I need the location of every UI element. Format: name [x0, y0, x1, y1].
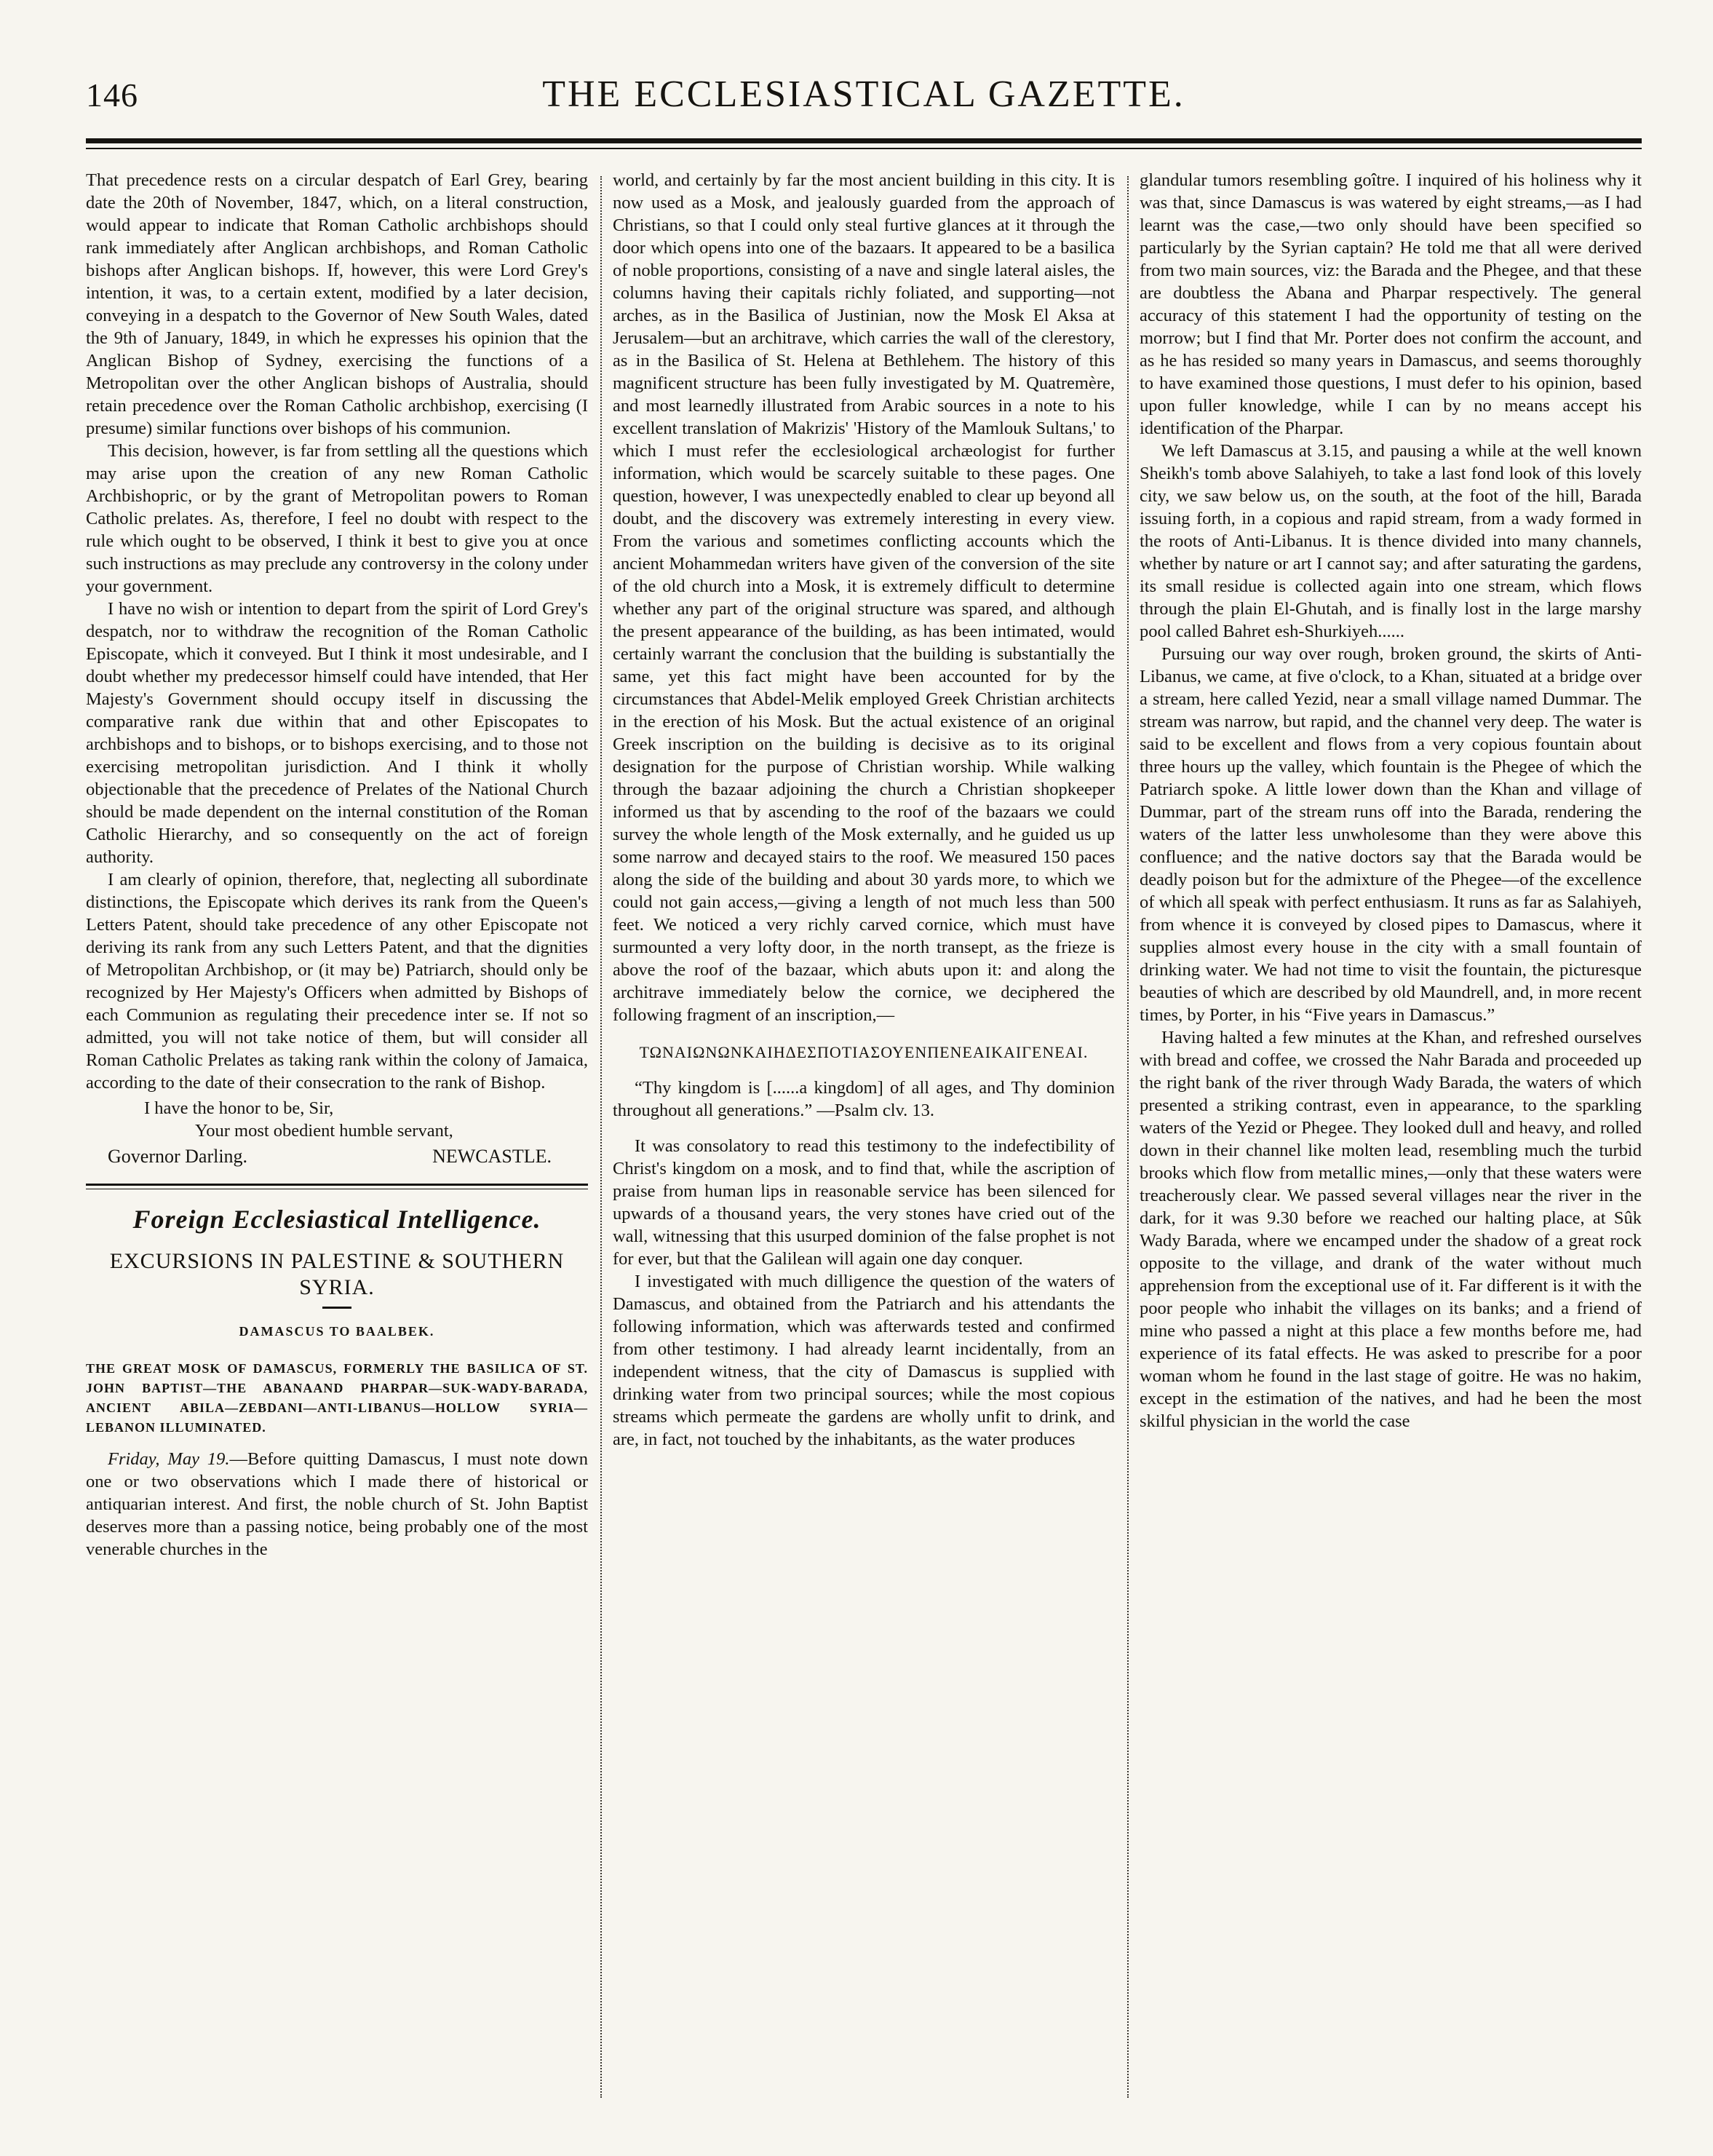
- column-1: [86, 169, 588, 2112]
- column-2: [613, 169, 1115, 2112]
- closing-line: Your most obedient humble servant,: [195, 1121, 453, 1141]
- signature-row: [86, 1142, 588, 1168]
- body-paragraph: This decision, however, is far from settling all the questions which may arise upon the creation of any new Roman Catholic Archbishopric, or by the grant of Metropolitan powers to Roman Catholic prelates. As, therefore, I feel no doubt with respect to the rule which ought to be observed, I think it best to give you at once such instructions as may preclude any controversy in the colony under your government.: [86, 441, 588, 596]
- column-divider: [1127, 176, 1129, 2098]
- section-rule: [86, 1184, 588, 1186]
- body-paragraph: world, and certainly by far the most ancient building in this city. It is now used as a Mosk, and jealously guarded from the approach of Christians, so that I could only steal furtive glances at it through the door which opens into one of the bazaars. It appeared to be a basilica of noble proportions, consisting of a nave and single lateral aisles, the columns having their capitals richly foliated, and supporting—not arches, as in the Basilica of Justinian, now the Mosk El Aksa at Jerusalem—but an architrave, which carries the wall of the clerestory, as in the Basilica of St. Helena at Bethlehem. The history of this magnificent structure has been fully investigated by M. Quatremère, and most learnedly illustrated from Arabic sources in a note to his excellent translation of Makrizis' 'History of the Mamlouk Sultans,' to which I must refer the ecclesiological archæologist for further information, which would be scarcely suitable to these pages. One question, however, I was unexpectedly enabled to clear up beyond all doubt, and the discovery was extremely interesting in every view. From the various and sometimes conflicting accounts which the ancient Mohammedan writers have given of the conversion of the site of the old church into a Mosk, it is extremely difficult to determine whether any part of the original structure was spared, and although the present appearance of the building, as has been intimated, would certainly warrant the conclusion that the building is substantially the same, yet this fact might have been accounted for by the circumstances that Abdel-Melik employed Greek Christian architects in the erection of his Mosk. But the actual existence of an original Greek inscription on the building is decisive as to its original designation for the purpose of Christian worship. While walking through the bazaar adjoining the church a Christian shopkeeper informed us that by ascending to the roof of the bazaars we could survey the whole length of the Mosk externally, and he guided us up some narrow and decayed stairs to the roof. We measured 150 paces along the side of the building and about 30 yards more, to which we could not gain access,—giving a length of not much less than 500 feet. We noticed a very richly carved cornice, which must have surmounted a very lofty door, in the north transept, as the frieze is above the roof of the bazaar, which abuts upon it: and along the architrave immediately below the cornice, we deciphered the following fragment of an inscription,—: [613, 170, 1115, 1025]
- letter-closing: [86, 1097, 588, 1168]
- body-paragraph: It was consolatory to read this testimony to the indefectibility of Christ's kingdom on a mosk, and to find that, while the ascription of praise from human lips in reasonable service has been silenced for upwards of a thousand years, the very stones have cried out of the wall, witnessing that this usurped dominion of the false prophet is not for ever, but that the Galilean will again one day conquer.: [613, 1136, 1115, 1269]
- body-paragraph: We left Damascus at 3.15, and pausing a while at the well known Sheikh's tomb above Salahiyeh, to take a last fond look of this lovely city, we saw below us, on the south, at the foot of the hill, Barada issuing forth, in a copious and rapid stream, from a wady formed in the roots of Anti-Libanus. It is thence divided into many channels, whether by nature or art I cannot say; and after saturating the gardens, its small residue is collected again into one stream, which flows through the plain El-Ghutah, and is finally lost in the large marshy pool called Bahret esh-Shurkiyeh......: [1140, 441, 1642, 641]
- article-synopsis: THE GREAT MOSK OF DAMASCUS, FORMERLY THE BASILICA OF ST. JOHN BAPTIST—THE ABANAAND PHARPAR—SUK-WADY-BARADA, ANCIENT ABILA—ZEBDANI—ANTI-LIBANUS—HOLLOW SYRIA—LEBANON ILLUMINATED.: [86, 1361, 588, 1435]
- opening-text: —Before quitting Damascus, I must note down one or two observations which I made there of historical or antiquarian interest. And first, the noble church of St. John Baptist deserves more than a passing notice, being probably one of the most venerable churches in the: [86, 1449, 588, 1559]
- article-title: EXCURSIONS IN PALESTINE & SOUTHERN SYRIA.: [109, 1249, 565, 1299]
- addressee: Governor Darling.: [108, 1146, 248, 1167]
- body-paragraph: I have no wish or intention to depart from the spirit of Lord Grey's despatch, nor to withdraw the recognition of the Roman Catholic Episcopate, which it conveyed. But I think it most undesirable, and I doubt whether my predecessor himself could have intended, that Her Majesty's Government should occupy itself in discussing the comparative rank due within that and other Episcopates to archbishops and to bishops, or to bishops exercising, and to those not exercising metropolitan jurisdiction. And I think it wholly objectionable that the precedence of Prelates of the National Church should be made dependent on the internal constitution of the Roman Catholic Hierarchy, and so consequently on the act of foreign authority.: [86, 599, 588, 867]
- scripture-quote: “Thy kingdom is [......a kingdom] of all ages, and Thy dominion throughout all generations.” —Psalm clv. 13.: [613, 1078, 1115, 1120]
- greek-inscription: ΤΩΝΑΙΩΝΩΝΚΑΙΗΔΕΣΠΟΤΙΑΣΟΥΕΝΠΕΝΕΑΙΚΑΙΓΕΝΕΑΙ.: [639, 1043, 1089, 1061]
- body-paragraph: That precedence rests on a circular despatch of Earl Grey, bearing date the 20th of November, 1847, which, on a literal construction, would appear to indicate that Roman Catholic archbishops should rank immediately after Anglican archbishops, and Roman Catholic bishops after Anglican bishops. If, however, this were Lord Grey's intention, it was, to a certain extent, modified by a later decision, conveying in a despatch to the Governor of New South Wales, dated the 9th of January, 1849, in which he expresses his opinion that the Anglican Bishop of Sydney, exercising the functions of a Metropolitan over the other Anglican bishops of Australia, should retain precedence over the Roman Catholic archbishop, exercising (I presume) similar functions over bishops of his communion.: [86, 170, 588, 438]
- text-columns: [86, 169, 1642, 2112]
- section-heading: Foreign Ecclesiastical Intelligence.: [132, 1205, 541, 1234]
- signatory: NEWCASTLE.: [432, 1146, 552, 1167]
- body-paragraph: glandular tumors resembling goître. I inquired of his holiness why it was that, since Damascus is was watered by eight streams,—as I had learnt was the case,—two only should have been specified so particularly by the Syrian captain? He told me that all were derived from two main sources, viz: the Barada and the Phegee, and that these are doubtless the Abana and Pharpar respectively. The general accuracy of this statement I had the opportunity of testing on the morrow; but I find that Mr. Porter does not confirm the account, and as he has resided so many years in Damascus, and seems thoroughly to have examined those questions, I must defer to his opinion, based upon fuller knowledge, while I can by no means accept his identification of the Pharpar.: [1140, 170, 1642, 438]
- closing-line: I have the honor to be, Sir,: [144, 1098, 334, 1118]
- dateline: Friday, May 19.: [108, 1449, 230, 1469]
- page-header: [86, 70, 1642, 128]
- title-rule: [322, 1307, 351, 1309]
- article-subheading: DAMASCUS TO BAALBEK.: [239, 1324, 435, 1339]
- opening-paragraph: [86, 1448, 588, 1561]
- header-rule-thin: [86, 148, 1642, 149]
- body-paragraph: Having halted a few minutes at the Khan, and refreshed ourselves with bread and coffee, we crossed the Nahr Barada and proceeded up the right bank of the river through Wady Barada, the waters of which presented a striking contrast, even in appearance, to the sparkling waters of the Yezid or Phegee. They looked dull and heavy, and rolled down in their channel like molten lead, resembling much the turbid brooks which flow from metallic mines,—only that these waters were treacherously clear. We passed several villages near the river in the dark, for it was 9.30 before we reached our halting place, at Sûk Wady Barada, where we encamped under the shadow of a great rock opposite to the village, and drank of the water without much apprehension from the exceptional use of it. Far different is it with the poor people who inhabit the villages on its banks; and a friend of mine who passed a night at this place a few months before me, had experience of its fatal effects. He was asked to prescribe for a poor woman whom he found in the last stage of goitre. He was no hakim, except in the estimation of the natives, and had he been the most skilful physician in the world the case: [1140, 1028, 1642, 1431]
- body-paragraph: Pursuing our way over rough, broken ground, the skirts of Anti-Libanus, we came, at five o'clock, to a Khan, situated at a bridge over a stream, here called Yezid, near a small village named Dummar. The stream was narrow, but rapid, and the channel very deep. The water is said to be excellent and flows from a very copious fountain about three hours up the valley, which fountain is the Phegee of which the Patriarch spoke. A little lower down than the Khan and village of Dummar, part of the stream runs off into the Barada, rendering the waters of the latter less unwholesome than they were above this confluence; and the native doctors say that the Barada would be deadly poison but for the admixture of the Phegee—of the excellence of which all speak with perfect enthusiasm. It runs as far as Salahiyeh, from whence it is conveyed by closed pipes to Damascus, where it supplies almost every house in the city with a small fountain of drinking water. We had not time to visit the fountain, the picturesque beauties of which are described by old Maundrell, and, in more recent times, by Porter, in his “Five years in Damascus.”: [1140, 644, 1642, 1025]
- body-paragraph: I am clearly of opinion, therefore, that, neglecting all subordinate distinctions, the Episcopate which derives its rank from the Queen's Letters Patent, should take precedence of any other Episcopate not deriving its rank from any such Letters Patent, and that the dignities of Metropolitan Archbishop, or (it may be) Patriarch, should only be recognized by Her Majesty's Officers when admitted by Bishops of each Communion as regulating their precedence inter se. If not so admitted, you will not take notice of them, but will consider all Roman Catholic Prelates as taking rank within the colony of Jamaica, according to the date of their consecration to the rank of Bishop.: [86, 870, 588, 1093]
- masthead-title: THE ECCLESIASTICAL GAZETTE.: [542, 74, 1185, 115]
- body-paragraph: I investigated with much dilligence the question of the waters of Damascus, and obtained from the Patriarch and his attendants the following information, which was afterwards tested and confirmed from other testimony. I had already learnt incidentally, from an independent witness, that the city of Damascus is supplied with drinking water from two principal sources; while the most copious streams which permeate the gardens are wholly unfit to drink, and are, in fact, not touched by the inhabitants, as the water produces: [613, 1272, 1115, 1449]
- column-divider: [600, 176, 602, 2098]
- page-number: 146: [86, 76, 138, 114]
- header-rule-thick: [86, 138, 1642, 143]
- column-3: [1140, 169, 1642, 2112]
